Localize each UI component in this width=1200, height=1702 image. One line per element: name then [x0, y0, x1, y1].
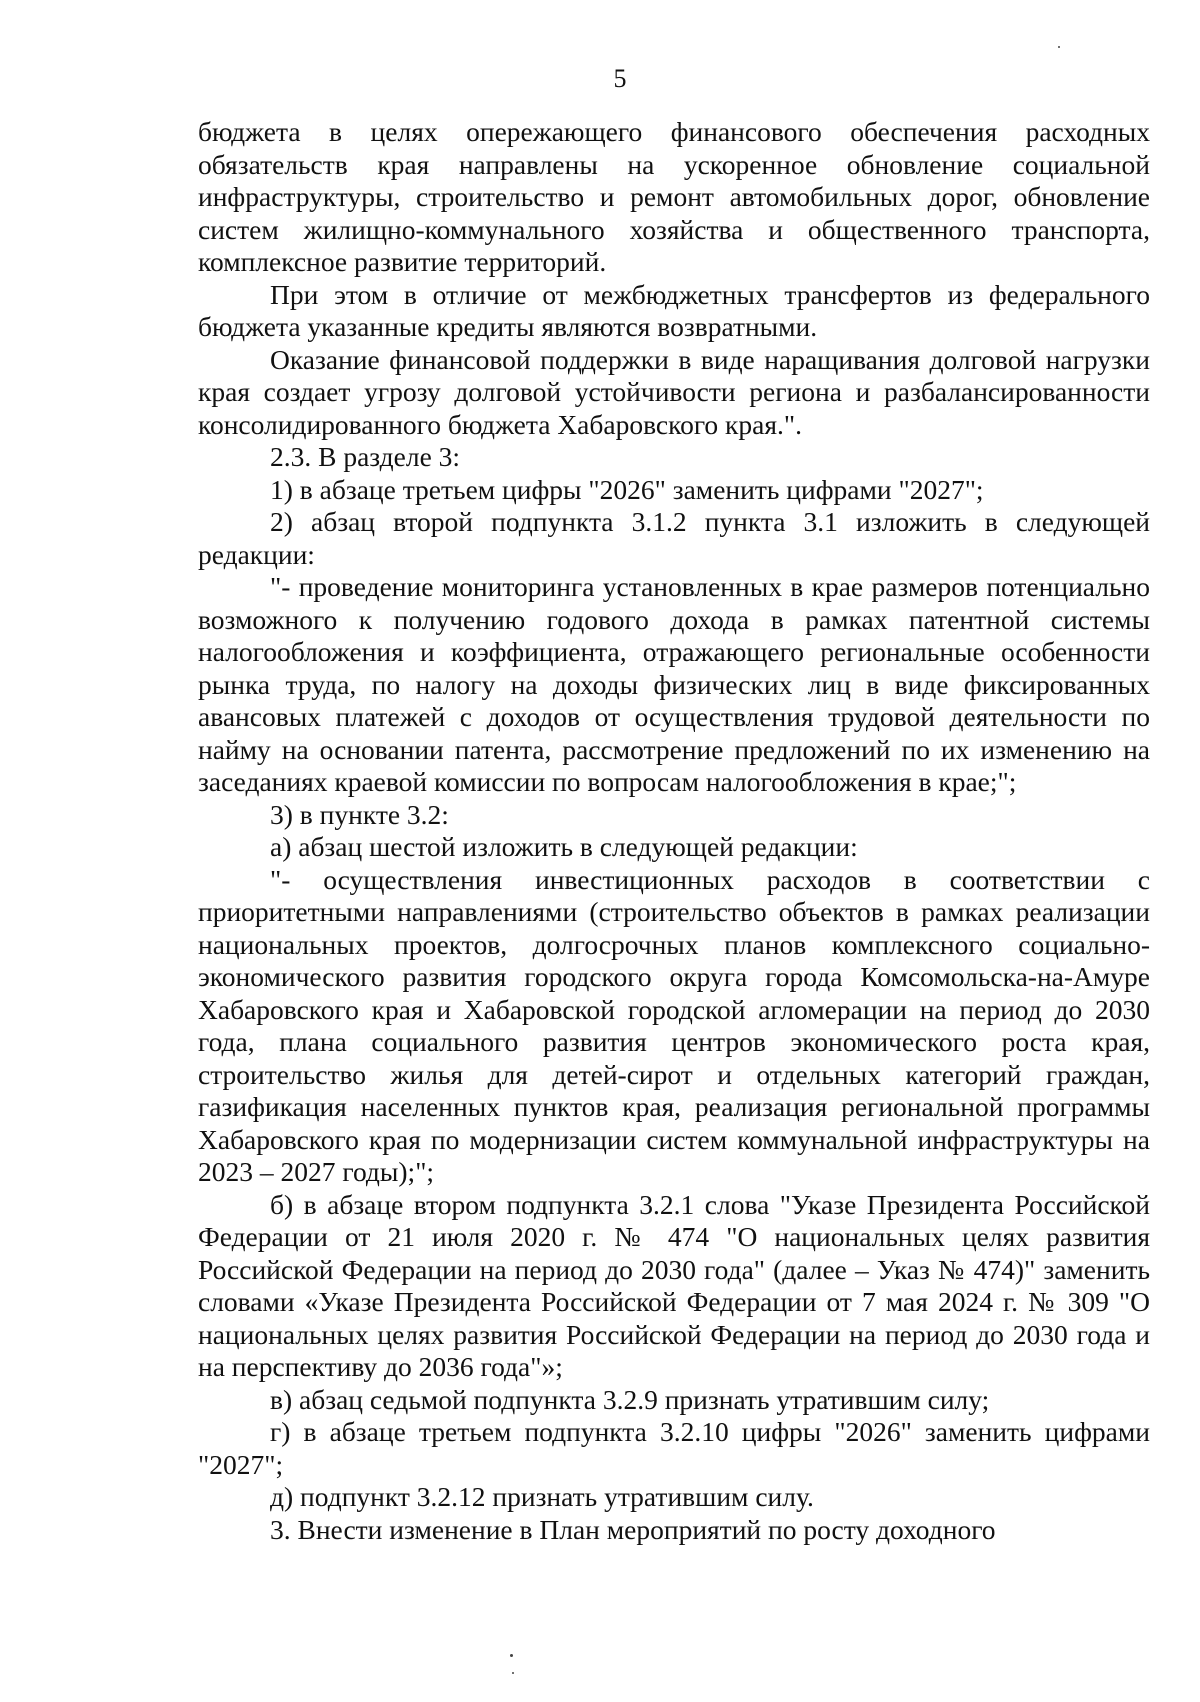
paragraph-item-2: 2) абзац второй подпункта 3.1.2 пункта 3.1 изложить в следующей редакции: [198, 506, 1150, 570]
document-body [198, 116, 1150, 1546]
paragraph-item-3a: а) абзац шестой изложить в следующей редакции: [270, 831, 858, 862]
paragraph-debt-load: Оказание финансовой поддержки в виде наращивания долговой нагрузки края создает угрозу долговой устойчивости региона и разбалансированности консолидированного бюджета Хабаровского края.". [198, 343, 1150, 440]
paragraph-item-3: 3) в пункте 3.2: [270, 798, 449, 830]
paragraph-investment-quote: "- осуществления инвестиционных расходов в соответствии с приоритетными направлениями (строительство объектов в рамках реализации национальных проектов, долгосрочных планов комплексного социально-экономического развития городского округа города Комсомольска-на-Амуре Хабаровского края и Хабаровской городской агломерации на период до 2030 года, плана социального развития центров экономического роста края, строительство жилья для детей-сирот и отдельных категорий граждан, газификация населенных пунктов края, реализация региональной программы Хабаровского края по модернизации систем коммунальной инфраструктуры на 2023 – 2027 годы);"; [198, 863, 1150, 1187]
scan-speck [510, 1654, 513, 1657]
page-number: 5 [613, 64, 627, 93]
paragraph-item-1: 1) в абзаце третьем цифры "2026" заменить цифрами "2027"; [270, 473, 984, 505]
paragraph-returnable-credits: При этом в отличие от межбюджетных трансфертов из федерального бюджета указанные кредиты являются возвратными. [198, 278, 1150, 342]
paragraph-section-3: 3. Внести изменение в План мероприятий по росту доходного [270, 1513, 996, 1545]
paragraph-item-3b: б) в абзаце втором подпункта 3.2.1 слова "Указе Президента Российской Федерации от 21 июля 2020 г. № 474 "О национальных целях развития Российской Федерации на период до 2030 года" (далее – Указ № 474)" заменить словами «Указе Президента Российской Федерации от 7 мая 2024 г. № 309 "О национальных целях развития Российской Федерации на период до 2030 года и на перспективу до 2036 года"»; [198, 1188, 1150, 1382]
paragraph-item-3d: д) подпункт 3.2.12 признать утратившим силу. [270, 1481, 814, 1512]
paragraph-monitoring-quote: "- проведение мониторинга установленных в крае размеров потенциально возможного к получению годового дохода в рамках патентной системы налогообложения и коэффициента, отражающего региональные особенности рынка труда, по налогу на доходы физических лиц в виде фиксированных авансовых платежей с доходов от осуществления трудовой деятельности по найму на основании патента, рассмотрение предложений по их изменению на заседаниях краевой комиссии по вопросам налогообложения в крае;"; [198, 571, 1150, 797]
paragraph-budget-continuation: бюджета в целях опережающего финансового обеспечения расходных обязательств края направлены на ускоренное обновление социальной инфраструктуры, строительство и ремонт автомобильных дорог, обновление систем жилищно-коммунального хозяйства и общественного транспорта, комплексное развитие территорий. [198, 116, 1150, 277]
scan-speck [512, 1672, 514, 1674]
paragraph-item-3v: в) абзац седьмой подпункта 3.2.9 признать утратившим силу; [270, 1383, 990, 1415]
paragraph-item-3g: г) в абзаце третьем подпункта 3.2.10 цифры "2026" заменить цифрами "2027"; [198, 1416, 1150, 1480]
scan-speck [1058, 46, 1060, 48]
paragraph-section-2-3: 2.3. В разделе 3: [270, 441, 461, 472]
